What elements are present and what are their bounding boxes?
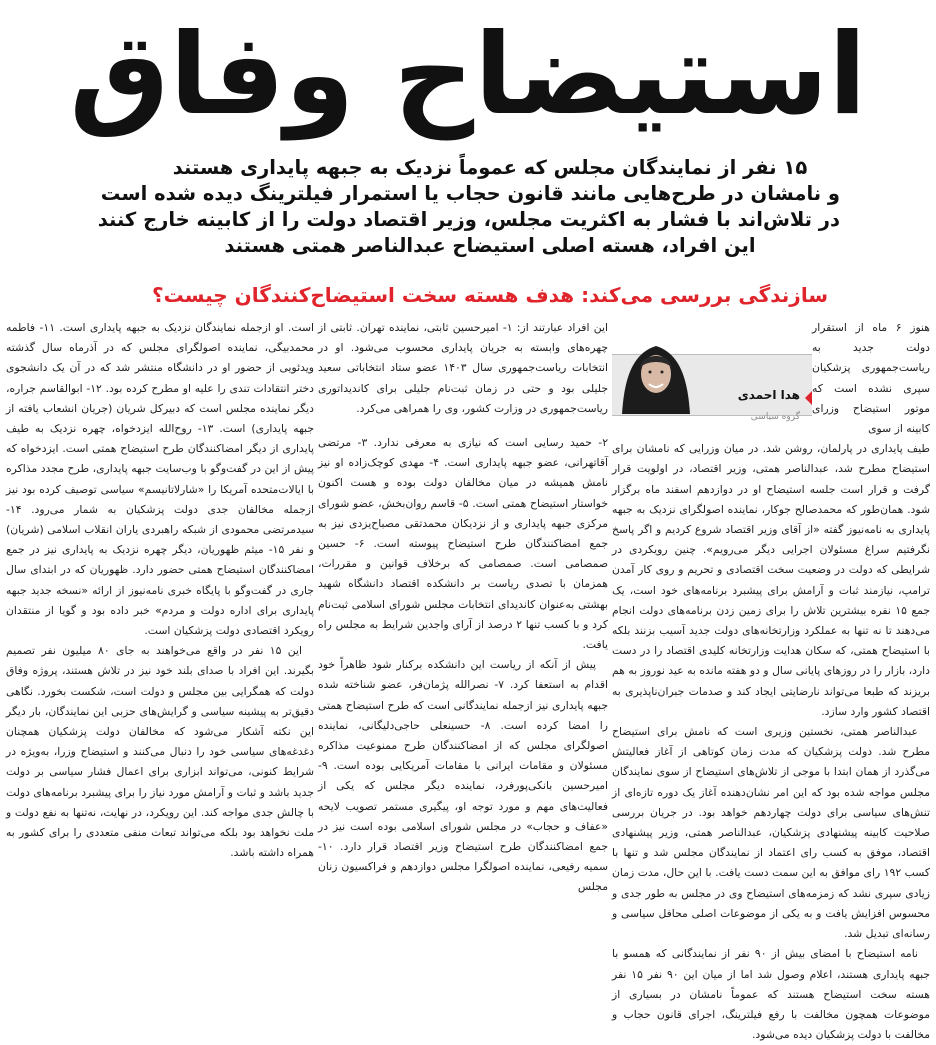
article-paragraph: این ۱۵ نفر در واقع می‌خواهند به جای ۸۰ میلیون نفر تصمیم بگیرند. این افراد با صدای بلند خود نیز در تلاش هستند، پروژه وفاق دولت که همگرایی بین مجلس و دولت است، شکست بخورد. نگاهی دقیق‌تر به پیشینه سیاسی و گرایش‌های حزبی این نمایندگان، بار دیگر این نکته آشکار می‌شود که مخالفان دولت پزشکیان همچنان دغدغه‌های سیاسی خود را دنبال می‌کنند و استیضاح وزرا، به‌ویژه در شرایط کنونی، می‌تواند ابزاری برای اعمال فشار سیاسی بر دولت جدید باشد و ثبات و آرامش مورد نیاز را برای پیشبرد برنامه‌های دولت با چالش جدی مواجه کند. این رویکرد، در نهایت، نه‌تنها به نفع دولت و ملت نخواهد بود بلکه می‌تواند تبعات منفی متعددی را برای کشور به همراه داشته باشد. bbox=[6, 644, 314, 860]
red-marker-icon bbox=[805, 391, 812, 405]
author-name: هدا احمدی bbox=[737, 388, 800, 402]
article-paragraph: پیش از آنکه از ریاست این دانشکده برکنار شود ظاهراً خود اقدام به استعفا کرد. ۷- نصرالله پژمان‌فر، عضو شناخته شده جبهه پایداری نیز ازجمله نمایندگانی است که طرح استیضاح همتی را امضا کرده است. ۸- حسینعلی حاجی‌دلیگانی، نماینده اصولگرای مجلس که از امضاکنندگان طرح ممنوعیت مذاکره مسئولان و مقامات ایرانی با مقامات آمریکایی بوده است. ۹- امیرحسین بانکی‌پورفرد، نماینده دیگر مجلس که یکی از فعالیت‌های مهم و مورد توجه او، پیگیری مستمر تصویب لایحه «عفاف و حجاب» در مجلس شورای اسلامی بوده است نیز در جمع امضاکنندگان طرح استیضاح وزیر اقتصاد قرار دارد. ۱۰- سمیه رفیعی، نماینده اصولگرا مجلس دوازدهم و فراکسیون زنان مجلس bbox=[318, 658, 609, 894]
article-paragraph: این افراد عبارتند از: ۱- امیرحسین ثابتی، نماینده تهران. ثابتی از چهره‌های وابسته به جریان پایداری محسوب می‌شود. او در انتخابات ریاست‌جمهوری سال ۱۴۰۳ عضو ستاد انتخاباتی سعید جلیلی بود و حتی در زمان ثبت‌نام جلیلی برای کاندیداتوری ریاست‌جمهوری در وزارت کشور، وی را همراهی می‌کرد. bbox=[318, 321, 608, 415]
article-column-right bbox=[612, 318, 930, 1045]
byline bbox=[612, 334, 812, 422]
article-paragraph: نامه استیضاح با امضای بیش از ۹۰ نفر از نمایندگانی که همسو با جبهه پایداری هستند، اعلام وصول شد اما از میان این ۹۰ نفر ۱۵ نفر هسته سخت استیضاح هستند که عموماً نامشان در بسیاری از موضوعات همچون مخالفت با رفع فیلترینگ، اجرای قانون حجاب و مخالفت با دولت پزشکیان دیده می‌شود. bbox=[612, 947, 931, 1042]
article-paragraph: طیف پایداری در پارلمان، روشن شد. در میان وزرایی که نامشان برای استیضاح مطرح شد، عبدالناصر همتی، وزیر اقتصاد، در اولویت قرار گرفت و قرار است جلسه استیضاح او در دوازدهم اسفند ماه برگزار شود. همان‌طور که محمدصالح جوکار، نماینده اصولگرای نزدیک به جبهه پایداری به نامه‌نیوز گفته «از آقای وزیر اقتصاد شروع کردیم و اگر پاسخ نگرفتیم سراغ مسئولان اجرایی دیگر می‌رویم». چنین رویکردی در شرایطی که دولت در وضعیت سخت اقتصادی و تحریم و روی کار آمدن ترامپ، نیازمند ثبات و آرامش برای پیشبرد برنامه‌های خود است، یک جمع ۱۵ نفره بیشترین تلاش را برای زمین زدن برنامه‌های دولت انجام می‌دهند تا نه تنها به عملکرد وزارتخانه‌های دولت جدید آسیب بزنند بلکه با استیضاح همتی، که سکان هدایت وزارتخانه کلیدی اقتصاد را در دست دارد، بازار را در روزهای پایانی سال و دو هفته مانده به عید نوروز به هم بریزند که طبعا می‌تواند نارضایتی ایجاد کند و صدمات جبران‌ناپذیری به اقتصاد کشور وارد سازد. bbox=[612, 442, 930, 718]
article-paragraph: ۲- حمید رسایی است که نیازی به معرفی ندارد. ۳- مرتضی آقاتهرانی، عضو جبهه پایداری است. ۴- مهدی کوچک‌زاده او نیز نامش همیشه در میان مخالفان دولت بوده و هست اکنون خواستار استیضاح همتی است. ۵- قاسم روان‌بخش، عضو شورای مرکزی جبهه پایداری و از نزدیکان محمدتقی مصباح‌یزدی نیز به جمع امضاکنندگان طرح استیضاح پیوسته است. ۶- حسین صمصامی است. صمصامی که برخلاف قوانین و مقررات، همزمان با تصدی ریاست بر دانشکده اقتصاد دانشگاه شهید بهشتی به‌عنوان کاندیدای انتخابات مجلس شورای اسلامی ثبت‌نام کرد و با کسب تنها ۲ درصد از آرای واجدین شرایط به مجلس راه یافت. bbox=[318, 436, 609, 652]
lead-line: این افراد، هسته اصلی استیضاح عبدالناصر همتی هستند bbox=[224, 234, 756, 257]
article-column-middle bbox=[318, 318, 608, 898]
article-paragraph: است. او ازجمله نمایندگان نزدیک به جبهه پایداری است. ۱۱- فاطمه محمدبیگی، نماینده اصولگرای مجلس که در آذرماه سال گذشته ویدئویی از حضور او در دانشگاه منتشر شد که در آن یک دانشجوی دختر انتقادات تندی را علیه او مطرح کرده بود. ۱۲- ابوالقاسم جراره، دیگر نماینده مجلس است که دبیرکل شریان (جریان انشعاب یافته از جبهه پایداری) است. ۱۳- روح‌الله ایزدخواه، چهره نزدیک به طیف پایداری از دیگر امضاکنندگان طرح استیضاح همتی است. ایزدخواه که پیش از این در گفت‌وگو با وب‌سایت جبهه پایداری، طرح مجدد مذاکره با ایالات‌متحده آمریکا را «شارلاتانیسم» سیاسی توصیف کرده بود نیز ازجمله مخالفان جدی دولت پزشکیان به شمار می‌رود. ۱۴- سیدمرتضی محمودی از شبکه راهبردی یاران انقلاب اسلامی (شریان) و نفر ۱۵- میثم ظهوریان، دیگر چهره نزدیک به پایداری نیز در جمع امضاکنندگان استیضاح همتی حضور دارد. ظهوریان که در ابتدای سال جاری در گفت‌وگو با پایگاه خبری نامه‌نیوز از ارائه «نسخه جدید جبهه پایداری برای اداره دولت و مردم» خبر داده بود و گویا از منتقدان رویکرد اقتصادی دولت پزشکیان است. bbox=[6, 321, 314, 638]
article-column-left bbox=[6, 318, 314, 863]
lead-summary bbox=[97, 155, 840, 259]
author-group: گروه سیاسی bbox=[750, 412, 800, 422]
subheadline: سازندگی بررسی می‌کند: هدف هسته سخت استیضاح‌کنندگان چیست؟ bbox=[151, 283, 828, 307]
headline: استیضاح وفاق bbox=[69, 10, 867, 140]
lead-line: و نامشان در طرح‌هایی مانند قانون حجاب یا استمرار فیلترینگ دیده شده است bbox=[100, 182, 840, 205]
author-portrait-icon bbox=[616, 334, 696, 414]
article-intro: هنوز ۶ ماه از استقرار دولت جدید به ریاست‌جمهوری پزشکیان سپری نشده است که موتور استیضاح وزرای کابینه از سوی bbox=[812, 321, 930, 436]
lead-line: در تلاش‌اند با فشار به اکثریت مجلس، وزیر اقتصاد دولت را از کابینه خارج کنند bbox=[97, 208, 840, 231]
article-paragraph: عبدالناصر همتی، نخستین وزیری است که نامش برای استیضاح مطرح شد. دولت پزشکیان که مدت زمان کوتاهی از آغاز فعالیتش می‌گذرد از همان ابتدا با موجی از تلاش‌های استیضاح از سوی نمایندگان مجلس مواجه شده بود که این امر نشان‌دهنده آغاز یک دوره تازه‌ای از تنش‌های سیاسی برای دولت چهاردهم خواهد بود. در جریان بررسی صلاحیت کابینه پیشنهادی پزشکیان، عبدالناصر همتی، وزیر پیشنهادی اقتصاد، موفق به کسب رای اعتماد از نمایندگان مجلس شد و تنها با کسب ۱۹۲ رای موافق به این سمت دست یافت. با این حال، مدت زمان زیادی سپری نشد که زمزمه‌های استیضاح وی در مجلس به طور جدی و محسوس افزایش یافت و به یکی از موضوعات اصلی محافل سیاسی و رسانه‌ای تبدیل شد. bbox=[612, 725, 931, 941]
lead-line: ۱۵ نفر از نمایندگان مجلس که عموماً نزدیک به جبهه پایداری هستند bbox=[172, 156, 808, 179]
